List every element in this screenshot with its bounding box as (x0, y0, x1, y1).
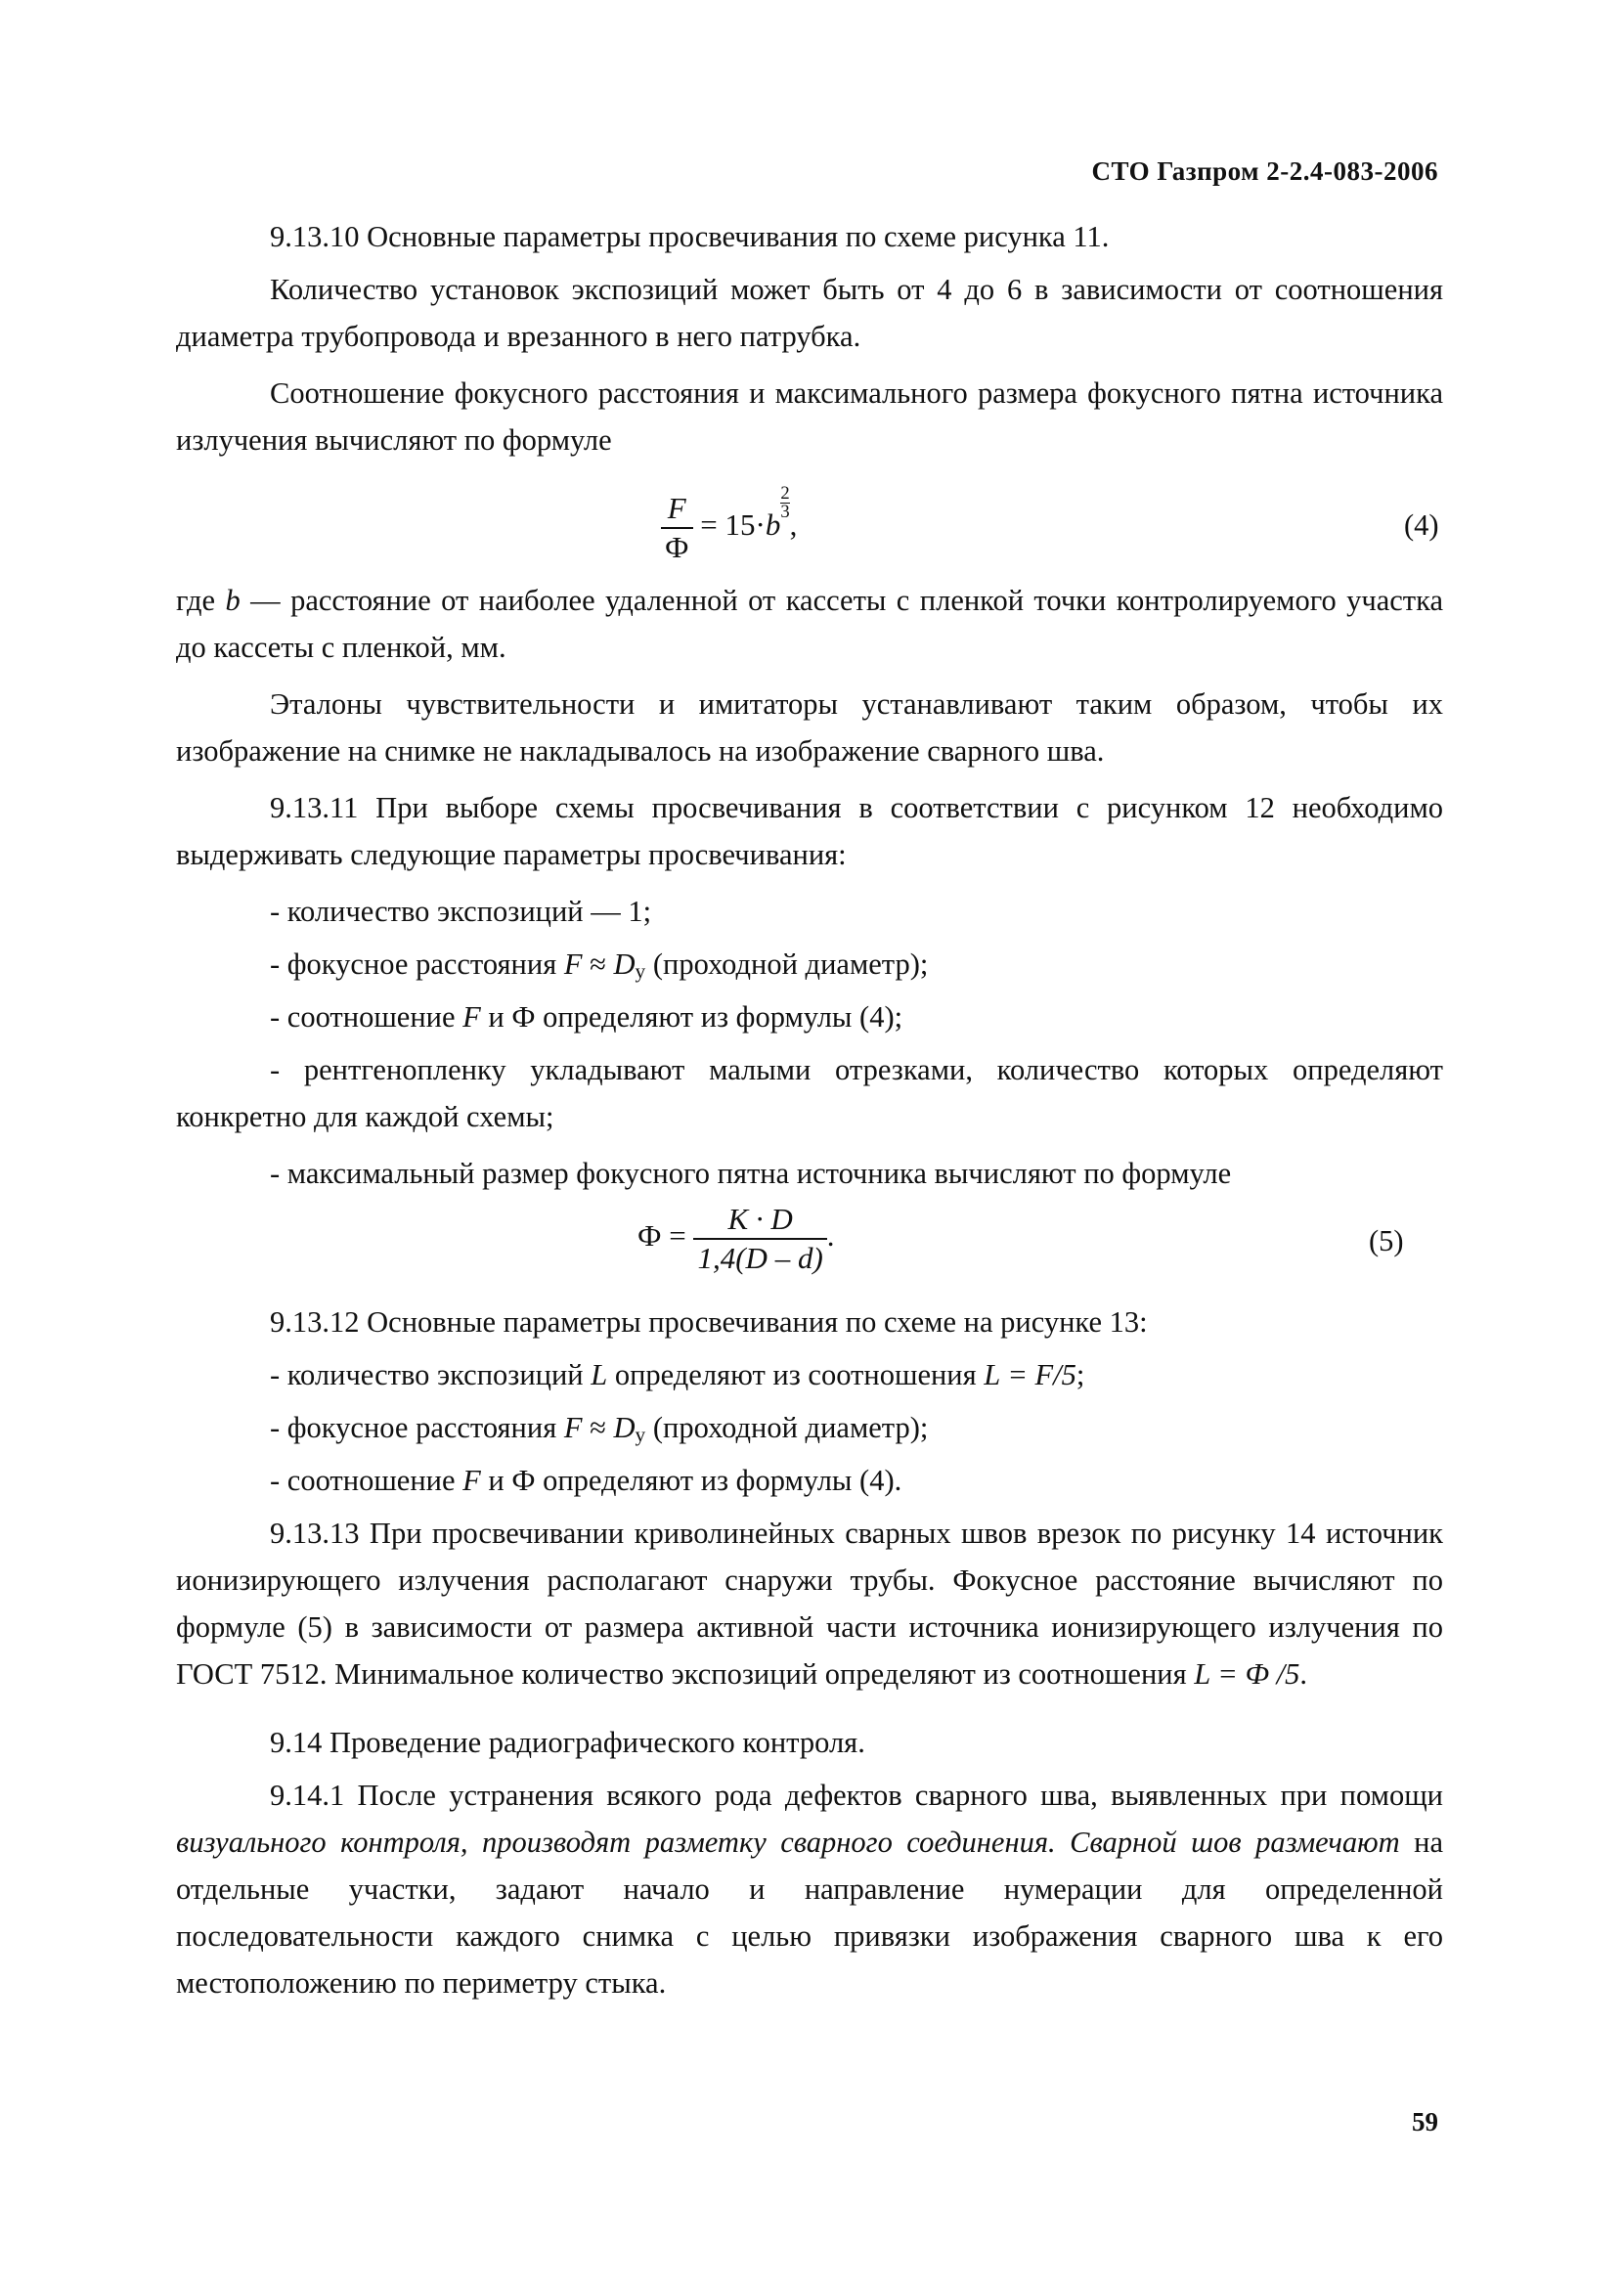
paragraph-exposure-count: Количество установок экспозиций может быть от 4 до 6 в зависимости от соотношения диаметра трубопровода и врезанного в него патрубка. (176, 273, 1443, 353)
paragraph-9-14-1: 9.14.1 После устранения всякого рода дефектов сварного шва, выявленных при помощи визуального контроля, производят разметку сварного соединения. Сварной шов размечают на отдельные участки, задают начало и направление нумерации для определенной последовательности каждого снимка с целью привязки изображения сварного шва к его местоположению по периметру стыка. (176, 1779, 1443, 2000)
page-number: 59 (1412, 2107, 1438, 2136)
formula-4-rhs: = 15· (700, 507, 766, 542)
paragraph-9-13-10: 9.13.10 Основные параметры просвечивания по схеме рисунка 11. (270, 220, 1110, 253)
italic-marking-text: визуального контроля, производят разметку сварного соединения. Сварной шов размечают (176, 1826, 1400, 1859)
formula-5-tail: . (826, 1218, 835, 1254)
paragraph-focal-ratio: Соотношение фокусного расстояния и максимального размера фокусного пятна источника излучения вычисляют по формуле (176, 376, 1443, 457)
list-item-film: - рентгенопленку укладывают малыми отрезками, количество которых определяют конкретно для каждой схемы; (176, 1053, 1443, 1133)
paragraph-standards: Эталоны чувствительности и имитаторы устанавливают таким образом, чтобы их изображение на снимке не накладывалось на изображение сварного шва. (176, 687, 1443, 768)
formula-4-tail: , (789, 507, 798, 542)
list-item-ratio-2: - соотношение F и Ф определяют из формулы (4). (270, 1464, 902, 1497)
formula-5-denominator: 1,4(D – d) (697, 1241, 823, 1275)
formula-4-numerator: F (661, 490, 693, 529)
formula-5-fraction (693, 1201, 826, 1277)
paragraph-9-13-12: 9.13.12 Основные параметры просвечивания по схеме на рисунке 13: (270, 1305, 1148, 1339)
list-item-exposure-count-l: - количество экспозиций L определяют из соотношения L = F/5; (270, 1358, 1085, 1391)
list-item-focal-distance-2: - фокусное расстояния $F \approx D_у$ (проходной диаметр); (270, 1411, 929, 1446)
list-item-spot-size: - максимальный размер фокусного пятна источника вычисляют по формуле (270, 1157, 1232, 1190)
formula-5 (637, 1201, 835, 1277)
formula-4-fraction (661, 490, 693, 566)
formula-4-exponent: $\frac{2}{3}$ (780, 483, 790, 522)
formula-4-base: b (765, 507, 781, 542)
list-item-ratio: - соотношение F и Ф определяют из формулы (4); (270, 1000, 903, 1034)
formula-4-number: (4) (1404, 508, 1439, 542)
document-header: СТО Газпром 2-2.4-083-2006 (1091, 156, 1438, 186)
formula-5-number: (5) (1369, 1224, 1404, 1257)
list-item-focal-distance: - фокусное расстояния $F \approx D_у$ (проходной диаметр); (270, 947, 929, 983)
paragraph-9-13-11: 9.13.11 При выборе схемы просвечивания в соответствии с рисунком 12 необходимо выдерживать следующие параметры просвечивания: (176, 791, 1443, 871)
paragraph-9-13-13: 9.13.13 При просвечивании криволинейных сварных швов врезок по рисунку 14 источник ионизирующего излучения располагают снаружи трубы. Фокусное расстояние вычисляют по формуле (5) в зависимости от размера активной части источника ионизирующего излучения по ГОСТ 7512. Минимальное количество экспозиций определяют из соотношения L = Ф /5. (176, 1517, 1443, 1691)
formula-4 (661, 485, 797, 566)
formula-5-numerator: K · D (693, 1201, 826, 1240)
variable-b: b (225, 584, 241, 617)
paragraph-b-definition: где b — расстояние от наиболее удаленной от кассеты с пленкой точки контролируемого участка до кассеты с пленкой, мм. (176, 584, 1444, 664)
paragraph-9-14: 9.14 Проведение радиографического контроля. (270, 1726, 865, 1759)
formula-5-lhs: Ф = (637, 1218, 686, 1254)
list-item-exposures: - количество экспозиций — 1; (270, 895, 652, 928)
formula-4-denominator: Ф (665, 529, 689, 564)
